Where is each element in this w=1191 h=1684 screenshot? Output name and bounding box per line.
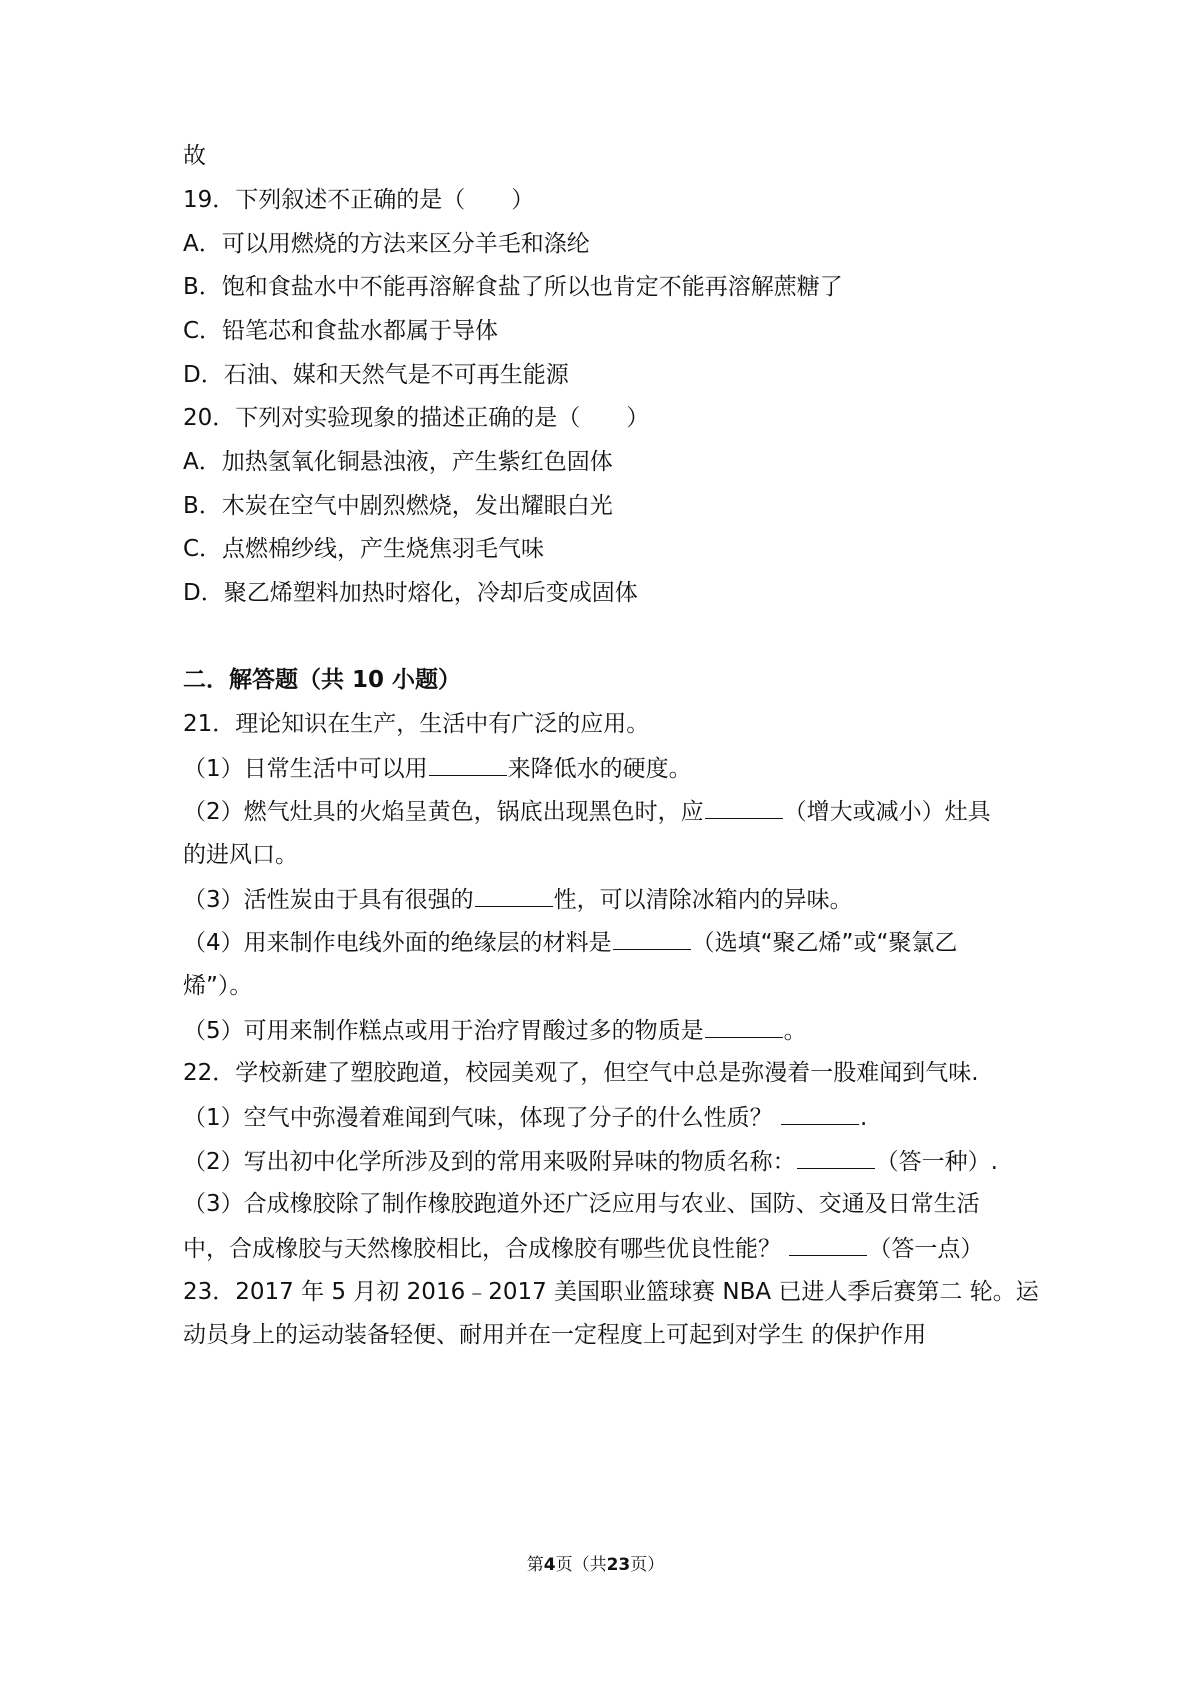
text: （选填“聚乙烯”或“聚氯乙	[691, 930, 958, 956]
question-22-part-3	[183, 1189, 980, 1219]
option-20b	[183, 491, 613, 521]
footer-text: 页）	[630, 1555, 665, 1575]
text: （答一点）	[868, 1236, 984, 1262]
question-stem: 22．学校新建了塑胶跑道，校园美观了，但空气中总是弥漫着一股难闻到气味.	[183, 1060, 979, 1086]
question-stem: 23．2017 年 5 月初 2016﹣2017 美国职业篮球赛 NBA 已进人季后赛第二 轮。运	[183, 1279, 1039, 1305]
text: （2）燃气灶具的火焰呈黄色，锅底出现黑色时，应	[183, 799, 704, 825]
option-text: B．饱和食盐水中不能再溶解食盐了所以也肯定不能再溶解蔗糖了	[183, 274, 843, 300]
answer-blank	[789, 1233, 867, 1256]
question-21	[183, 709, 649, 739]
option-20c	[183, 534, 544, 564]
option-text: D．聚乙烯塑料加热时熔化，冷却后变成固体	[183, 580, 638, 606]
text: 性，可以清除冰箱内的异味。	[553, 887, 853, 913]
question-stem: 20．下列对实验现象的描述正确的是（ ）	[183, 405, 650, 431]
question-21-part-2-cont	[183, 840, 298, 870]
question-21-part-1	[183, 753, 692, 784]
option-text: C．铅笔芯和食盐水都属于导体	[183, 318, 499, 344]
answer-blank	[781, 1102, 859, 1125]
question-21-part-2	[183, 796, 991, 827]
option-text: A．可以用燃烧的方法来区分羊毛和涤纶	[183, 231, 590, 257]
question-23-cont	[183, 1320, 926, 1350]
text: 。	[783, 1018, 807, 1044]
question-22	[183, 1058, 979, 1088]
text: （3）合成橡胶除了制作橡胶跑道外还广泛应用与农业、国防、交通及日常生活	[183, 1191, 980, 1217]
text: （增大或减小）灶具	[783, 799, 991, 825]
text: （答一种）.	[875, 1149, 998, 1175]
text: 烯”）。	[183, 973, 253, 999]
text: .	[859, 1105, 868, 1131]
continuation-text	[183, 141, 206, 171]
answer-blank	[613, 927, 691, 950]
option-19d	[183, 360, 569, 390]
question-23	[183, 1277, 1039, 1307]
option-19c	[183, 316, 498, 346]
option-text: A．加热氢氧化铜悬浊液，产生紫红色固体	[183, 449, 613, 475]
option-text: D．石油、媒和天然气是不可再生能源	[183, 362, 569, 388]
question-stem: 19．下列叙述不正确的是（ ）	[183, 187, 535, 213]
question-22-part-1	[183, 1102, 867, 1133]
answer-blank	[475, 884, 553, 907]
option-text: B．木炭在空气中剧烈燃烧，发出耀眼白光	[183, 493, 613, 519]
question-stem: 21．理论知识在生产，生活中有广泛的应用。	[183, 711, 650, 737]
text: （5）可用来制作糕点或用于治疗胃酸过多的物质是	[183, 1018, 704, 1044]
question-22-part-3-cont	[183, 1233, 983, 1264]
question-22-part-2	[183, 1146, 998, 1177]
question-21-part-5	[183, 1015, 807, 1046]
answer-blank	[429, 753, 507, 776]
answer-blank	[705, 1015, 783, 1038]
footer-text: 第	[526, 1555, 544, 1575]
text: 故	[183, 143, 206, 169]
text: 动员身上的运动装备轻便、耐用并在一定程度上可起到对学生 的保护作用	[183, 1322, 927, 1348]
question-20	[183, 403, 649, 433]
text: （2）写出初中化学所涉及到的常用来吸附异味的物质名称：	[183, 1149, 796, 1175]
answer-blank	[705, 796, 783, 819]
option-19b	[183, 272, 843, 302]
text: （1）日常生活中可以用	[183, 756, 428, 782]
section-heading	[183, 665, 461, 695]
total-pages: 23	[606, 1555, 631, 1575]
page-number: 4	[543, 1555, 556, 1575]
option-19a	[183, 229, 590, 259]
text: （3）活性炭由于具有很强的	[183, 887, 474, 913]
option-20d	[183, 578, 638, 608]
text: （4）用来制作电线外面的绝缘层的材料是	[183, 930, 612, 956]
footer-text: 页（共	[555, 1555, 607, 1575]
answer-blank	[797, 1146, 875, 1169]
text: 来降低水的硬度。	[507, 756, 692, 782]
page-footer	[0, 1550, 1191, 1575]
text: （1）空气中弥漫着难闻到气味，体现了分子的什么性质？	[183, 1105, 773, 1131]
question-21-part-4-cont	[183, 971, 252, 1001]
question-19	[183, 185, 534, 215]
text: 中，合成橡胶与天然橡胶相比，合成橡胶有哪些优良性能？	[183, 1236, 781, 1262]
option-text: C．点燃棉纱线，产生烧焦羽毛气味	[183, 536, 545, 562]
section-title: 二．解答题（共 10 小题）	[183, 667, 462, 693]
option-20a	[183, 447, 613, 477]
question-21-part-4	[183, 927, 957, 958]
text: 的进风口。	[183, 842, 298, 868]
question-21-part-3	[183, 884, 853, 915]
